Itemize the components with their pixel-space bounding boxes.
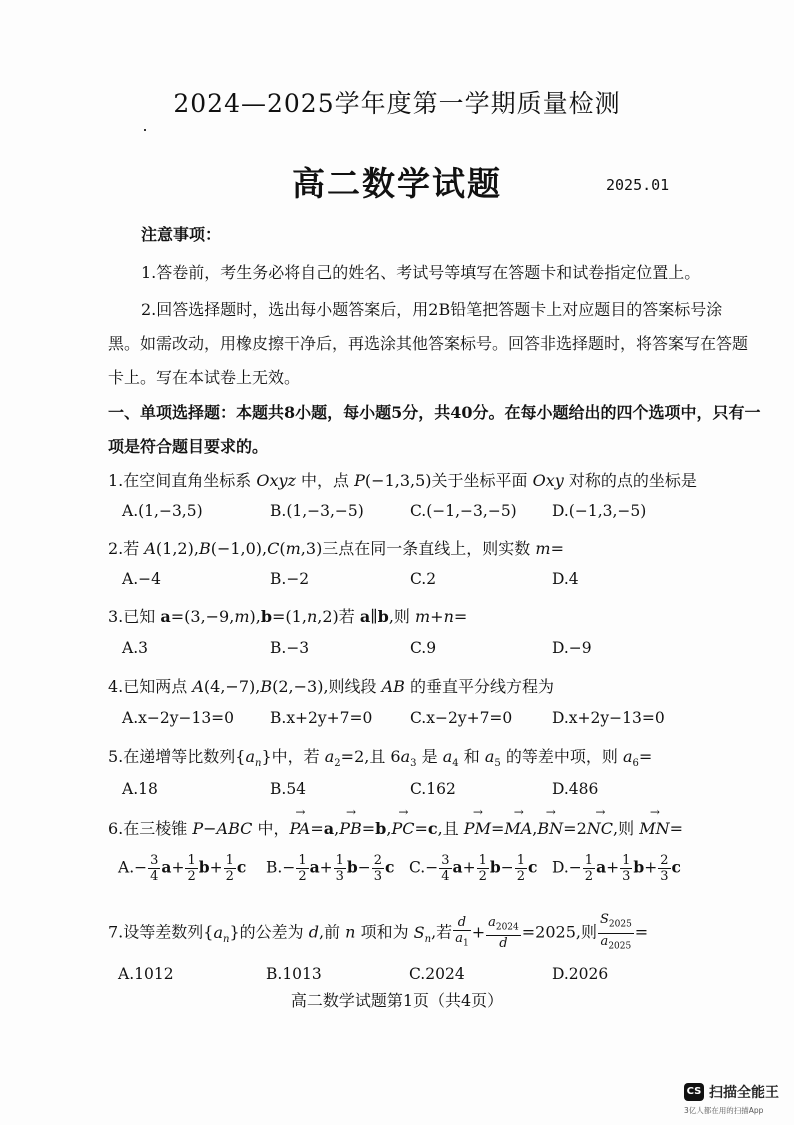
question-3-option-a: A.3	[122, 639, 148, 657]
question-6-option-b: B.− $\frac{1}{2}$ a+ $\frac{1}{3}$ b− $\frac{2}{3}$ c	[266, 853, 395, 884]
question-1-option-d: D.(−1,3,−5)	[552, 502, 647, 520]
question-4-option-b: B.x+2y+7=0	[270, 709, 373, 727]
question-7-option-a: A.1012	[118, 965, 174, 983]
note-item-2-line-3: 卡上。写在本试卷上无效。	[108, 368, 301, 387]
question-2-option-c: C.2	[410, 570, 437, 588]
question-2-stem: 2.若 A(1,2),B(−1,0),C(m,3)三点在同一条直线上，则实数 m=	[108, 539, 564, 558]
question-1-stem: 1.在空间直角坐标系 Oxyz 中，点 P(−1,3,5)关于坐标平面 Oxy 对称的点的坐标是	[108, 471, 697, 490]
question-4-option-a: A.x−2y−13=0	[122, 709, 235, 727]
question-6-option-d: D.− $\frac{1}{2}$ a+ $\frac{1}{3}$ b+ $\frac{2}{3}$ c	[552, 853, 681, 884]
question-5-stem: 5.在递增等比数列$\{a_n\}$中，若 $a_2=2$,且 $6a_3$ 是 $a_4$ 和 $a_5$ 的等差中项，则 $a_6=$	[108, 747, 653, 770]
watermark-name: 扫描全能王	[709, 1085, 779, 1101]
question-5-option-a: A.18	[122, 780, 158, 798]
question-1-option-a: A.(1,−3,5)	[122, 502, 203, 520]
question-6-stem: 6.在三棱锥 P−ABC 中，→ PA=a,→ PB=b,→ PC=c,且 → PM=→ MA,→ BN=2→ NC,则 → MN=	[108, 816, 683, 839]
question-7-stem: 7.设等差数列$\{a_n\}$的公差为 d,前 n 项和为 $S_n$,若 $\frac{d}{a_1}$ + $\frac{a_{2024}}{d}$ =2025,则 $\frac{S_{2025}}{a_{2025}}$ =	[108, 912, 649, 952]
exam-subject: 高二数学试题	[292, 164, 502, 203]
section-1-instruction-line-2: 项是符合题目要求的。	[108, 437, 269, 456]
watermark-tagline: 3亿人都在用的扫描App	[684, 1106, 764, 1115]
question-3-option-c: C.9	[410, 639, 437, 657]
question-2-option-d: D.4	[552, 570, 579, 588]
notes-heading: 注意事项：	[141, 225, 222, 244]
exam-date: 2025.01	[606, 176, 670, 194]
question-6-option-c: C.− $\frac{3}{4}$ a+ $\frac{1}{2}$ b− $\frac{1}{2}$ c	[409, 853, 538, 884]
question-1-option-c: C.(−1,−3,−5)	[410, 502, 517, 520]
question-3-option-d: D.−9	[552, 639, 592, 657]
question-5-option-d: D.486	[552, 780, 599, 798]
camscanner-logo-icon: CS	[684, 1083, 704, 1101]
scan-speck	[144, 129, 146, 131]
question-3-stem: 3.已知 a=(3,−9,m),b=(1,n,2)若 a∥b,则 m+n=	[108, 607, 468, 626]
question-2-option-b: B.−2	[270, 570, 310, 588]
question-7-option-b: B.1013	[266, 965, 322, 983]
note-item-2-line-1: 2.回答选择题时，选出每小题答案后，用2B铅笔把答题卡上对应题目的答案标号涂	[141, 300, 723, 319]
question-2-option-a: A.−4	[122, 570, 161, 588]
question-6-option-a: A.− $\frac{3}{4}$ a+ $\frac{1}{2}$ b+ $\frac{1}{2}$ c	[118, 853, 247, 884]
question-4-stem: 4.已知两点 A(4,−7),B(2,−3),则线段 AB 的垂直平分线方程为	[108, 677, 555, 696]
question-1-option-b: B.(1,−3,−5)	[270, 502, 364, 520]
question-7-option-d: D.2026	[552, 965, 609, 983]
question-5-option-b: B.54	[270, 780, 307, 798]
question-7-option-c: C.2024	[409, 965, 465, 983]
question-4-option-c: C.x−2y+7=0	[410, 709, 513, 727]
question-3-option-b: B.−3	[270, 639, 310, 657]
note-item-2-line-2: 黑。如需改动，用橡皮擦干净后，再选涂其他答案标号。回答非选择题时，将答案写在答题	[108, 334, 749, 353]
note-item-1: 1.答卷前，考生务必将自己的姓名、考试号等填写在答题卡和试卷指定位置上。	[141, 263, 701, 282]
question-4-option-d: D.x+2y−13=0	[552, 709, 665, 727]
exam-title: 2024—2025学年度第一学期质量检测	[173, 89, 621, 118]
section-1-instruction-line-1: 一、单项选择题：本题共8小题，每小题5分，共40分。在每小题给出的四个选项中，只有一	[108, 403, 761, 422]
question-5-option-c: C.162	[410, 780, 456, 798]
page-footer: 高二数学试题第1页（共4页）	[290, 991, 504, 1010]
